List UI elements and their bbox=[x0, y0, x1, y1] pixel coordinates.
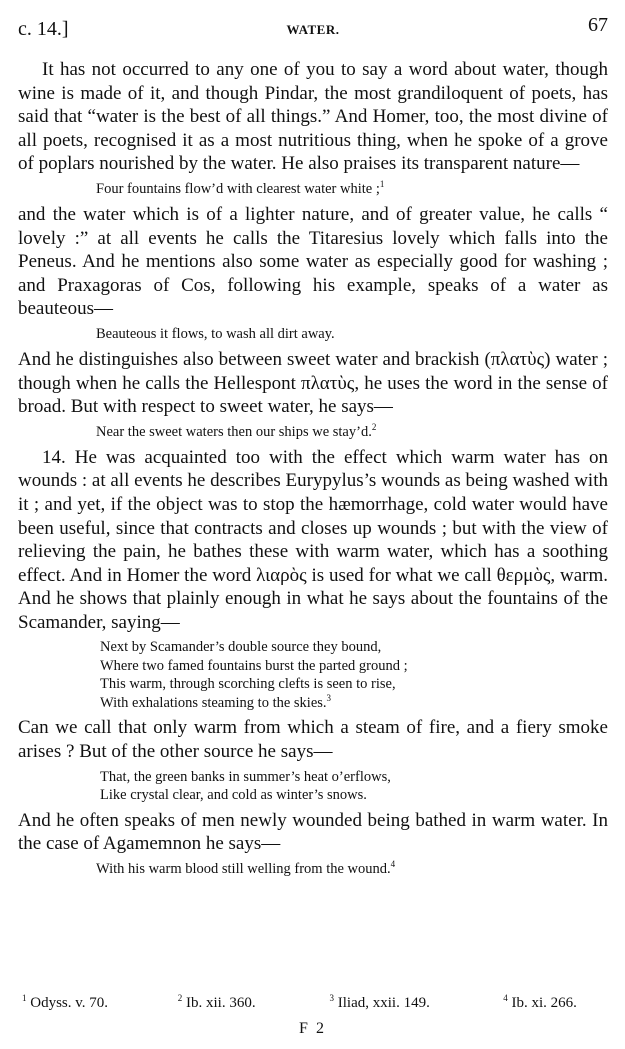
paragraph: 14. He was acquainted too with the effect which warm water has on wounds : at all events he describes Eurypylus’s wounds as being washed with it ; and yet, if the object was to stop the hæmorrhage, cold water would have been useful, since that contracts and closes up wounds ; but with the view of relieving the pain, he bathes these with warm water, which has a soothing effect. And in Homer the word λιαρὸς is used for what we call θερμὸς, warm. And he shows that plainly enough in what he says about the fountains of the Scamander, saying— bbox=[18, 446, 608, 633]
verse-line: Like crystal clear, and cold as winter’s snows. bbox=[100, 787, 367, 804]
verse-line: That, the green banks in summer’s heat o’erflows, bbox=[100, 768, 391, 785]
running-header bbox=[18, 14, 608, 40]
footnote-ref: 1 bbox=[379, 179, 385, 190]
main-text bbox=[18, 58, 608, 883]
verse-quote: Four fountains flow’d with clearest water white ;$^1$ bbox=[96, 179, 385, 197]
footnote: $^1$ Odyss. v. 70. bbox=[22, 993, 109, 1011]
footnote-ref: 2 bbox=[371, 421, 377, 432]
footnote: $^3$ Iliad, xxii. 149. bbox=[329, 993, 430, 1011]
footnote-ref: 3 bbox=[326, 693, 332, 704]
verse-quote: Near the sweet waters then our ships we stay’d.$^2$ bbox=[96, 421, 377, 440]
verse-line: With exhalations steaming to the skies.$^3$ bbox=[100, 693, 332, 711]
paragraph: Can we call that only warm from which a steam of fire, and a fiery smoke arises ? But of the other source he says— bbox=[18, 717, 608, 763]
verse-quote: With his warm blood still welling from the wound.$^4$ bbox=[96, 859, 396, 877]
footnote-ref: 4 bbox=[390, 859, 396, 870]
verse-line: Next by Scamander’s double source they bound, bbox=[100, 639, 382, 656]
footnote: $^4$ Ib. xi. 266. bbox=[503, 993, 577, 1011]
page-title: WATER. bbox=[286, 22, 340, 37]
verse-quote bbox=[100, 768, 608, 805]
paragraph: And he often speaks of men newly wounded being bathed in warm water. In the case of Agamemnon he says— bbox=[18, 809, 608, 855]
paragraph: And he distinguishes also between sweet water and brackish (πλατὺς) water ; though when he calls the Hellespont πλατὺς, he uses the word in the sense of broad. But with respect to sweet water, he says— bbox=[18, 348, 608, 418]
chapter-marker: c. 14.] bbox=[18, 18, 69, 40]
verse-line: This warm, through scorching clefts is seen to rise, bbox=[100, 676, 396, 693]
signature-mark: F 2 bbox=[299, 1020, 326, 1037]
footnotes bbox=[22, 995, 612, 1012]
paragraph: and the water which is of a lighter nature, and of greater value, he calls “ lovely :” at all events he calls the Titaresius lovely which falls into the Peneus. And he mentions also some water as especially good for washing ; and Praxagoras of Cos, following his example, speaks of a water as beauteous— bbox=[18, 203, 608, 320]
verse-quote: Beauteous it flows, to wash all dirt away. bbox=[96, 325, 335, 342]
paragraph: It has not occurred to any one of you to say a word about water, though wine is made of it, and though Pindar, the most grandiloquent of poets, has said that “water is the best of all things.” And Homer, too, the most divine of all poets, recognised it as a most nutritious thing, when he spoke of a grove of poplars nourished by the water. He also praises its transparent nature— bbox=[18, 59, 608, 175]
verse-line: Where two famed fountains burst the parted ground ; bbox=[100, 657, 408, 674]
verse-quote bbox=[100, 638, 608, 712]
page-number: 67 bbox=[588, 14, 608, 36]
footnote: $^2$ Ib. xii. 360. bbox=[177, 993, 256, 1011]
